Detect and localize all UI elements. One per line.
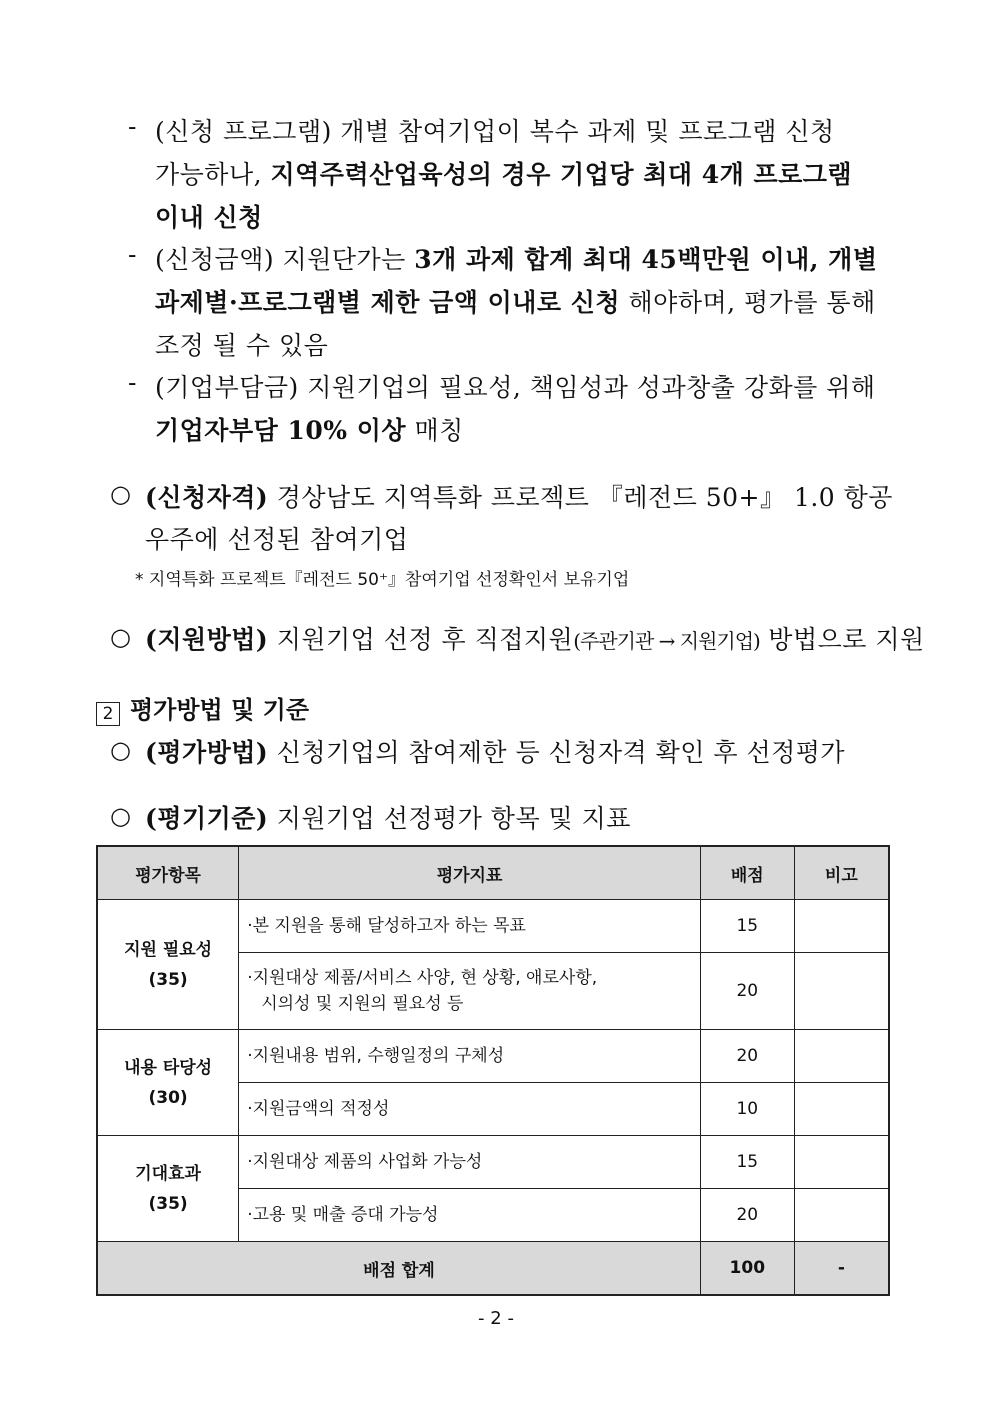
remarks-cell (794, 1136, 889, 1189)
section-title: 평가방법 및 기준 (130, 696, 309, 724)
eval-criteria-line: (평기기준) 지원기업 선정평가 항목 및 지표 (145, 804, 631, 833)
dash-marker: - (128, 368, 137, 397)
evaluation-table (96, 845, 890, 1296)
table-header-row (97, 846, 889, 900)
sub-bullet-1-line-3: 이내 신청 (155, 203, 263, 232)
page-number: - 2 - (478, 1308, 514, 1329)
score-cell: 10 (700, 1083, 794, 1136)
category-cell: 기대효과 (35) (97, 1136, 239, 1242)
score-cell: 15 (700, 900, 794, 953)
eligibility-note: * 지역특화 프로젝트『레전드 50⁺』참여기업 선정확인서 보유기업 (135, 570, 630, 590)
eligibility-line-1: (신청자격) 경상남도 지역특화 프로젝트 『레전드 50+』 1.0 항공 (145, 483, 893, 512)
indicator-cell: ·본 지원을 통해 달성하고자 하는 목표 (239, 900, 701, 953)
sub-bullet-3-line-1: (기업부담금) 지원기업의 필요성, 책임성과 성과창출 강화를 위해 (155, 373, 876, 402)
remarks-cell (794, 953, 889, 1030)
header-score: 배점 (700, 846, 794, 900)
total-remarks: - (794, 1242, 889, 1296)
circle-bullet-icon: ○ (110, 736, 131, 764)
sub-bullet-1-line-1: (신청 프로그램) 개별 참여기업이 복수 과제 및 프로그램 신청 (155, 117, 835, 146)
eval-method-line: (평가방법) 신청기업의 참여제한 등 신청자격 확인 후 선정평가 (145, 738, 846, 767)
header-indicator: 평가지표 (239, 846, 701, 900)
support-method-line: (지원방법) 지원기업 선정 후 직접지원(주관기관 → 지원기업) 방법으로 지원 (145, 625, 925, 654)
circle-bullet-icon: ○ (110, 623, 131, 651)
header-remarks: 비고 (794, 846, 889, 900)
score-cell: 20 (700, 1030, 794, 1083)
remarks-cell (794, 900, 889, 953)
indicator-cell: ·지원대상 제품의 사업화 가능성 (239, 1136, 701, 1189)
eligibility-line-2: 우주에 선정된 참여기업 (145, 525, 409, 554)
score-cell: 15 (700, 1136, 794, 1189)
sub-bullet-1-line-2: 가능하나, 지역주력산업육성의 경우 기업당 최대 4개 프로그램 (155, 160, 853, 189)
dash-marker: - (128, 240, 137, 269)
table-row (97, 900, 889, 953)
score-cell: 20 (700, 953, 794, 1030)
table-row (97, 1030, 889, 1083)
indicator-cell: ·지원금액의 적정성 (239, 1083, 701, 1136)
score-cell: 20 (700, 1189, 794, 1242)
section-number: 2 (96, 702, 120, 726)
sub-bullet-3-line-2: 기업자부담 10% 이상 매칭 (155, 416, 464, 445)
circle-bullet-icon: ○ (110, 802, 131, 830)
indicator-cell: ·지원대상 제품/서비스 사양, 현 상황, 애로사항, 시의성 및 지원의 필요성 등 (239, 953, 701, 1030)
total-row (97, 1242, 889, 1296)
sub-bullet-2-line-3: 조정 될 수 있음 (155, 331, 329, 360)
remarks-cell (794, 1083, 889, 1136)
category-cell: 내용 타당성 (30) (97, 1030, 239, 1136)
total-score: 100 (700, 1242, 794, 1296)
indicator-cell: ·고용 및 매출 증대 가능성 (239, 1189, 701, 1242)
sub-bullet-2-line-1: (신청금액) 지원단가는 3개 과제 합계 최대 45백만원 이내, 개별 (155, 245, 878, 274)
sub-bullet-2-line-2: 과제별·프로그램별 제한 금액 이내로 신청 해야하며, 평가를 통해 (155, 288, 876, 317)
indicator-cell: ·지원내용 범위, 수행일정의 구체성 (239, 1030, 701, 1083)
header-category: 평가항목 (97, 846, 239, 900)
dash-marker: - (128, 112, 137, 141)
circle-bullet-icon: ○ (110, 480, 131, 508)
table-row (97, 1136, 889, 1189)
section-heading (96, 690, 309, 726)
remarks-cell (794, 1030, 889, 1083)
total-label: 배점 합계 (97, 1242, 700, 1296)
category-cell: 지원 필요성 (35) (97, 900, 239, 1030)
remarks-cell (794, 1189, 889, 1242)
